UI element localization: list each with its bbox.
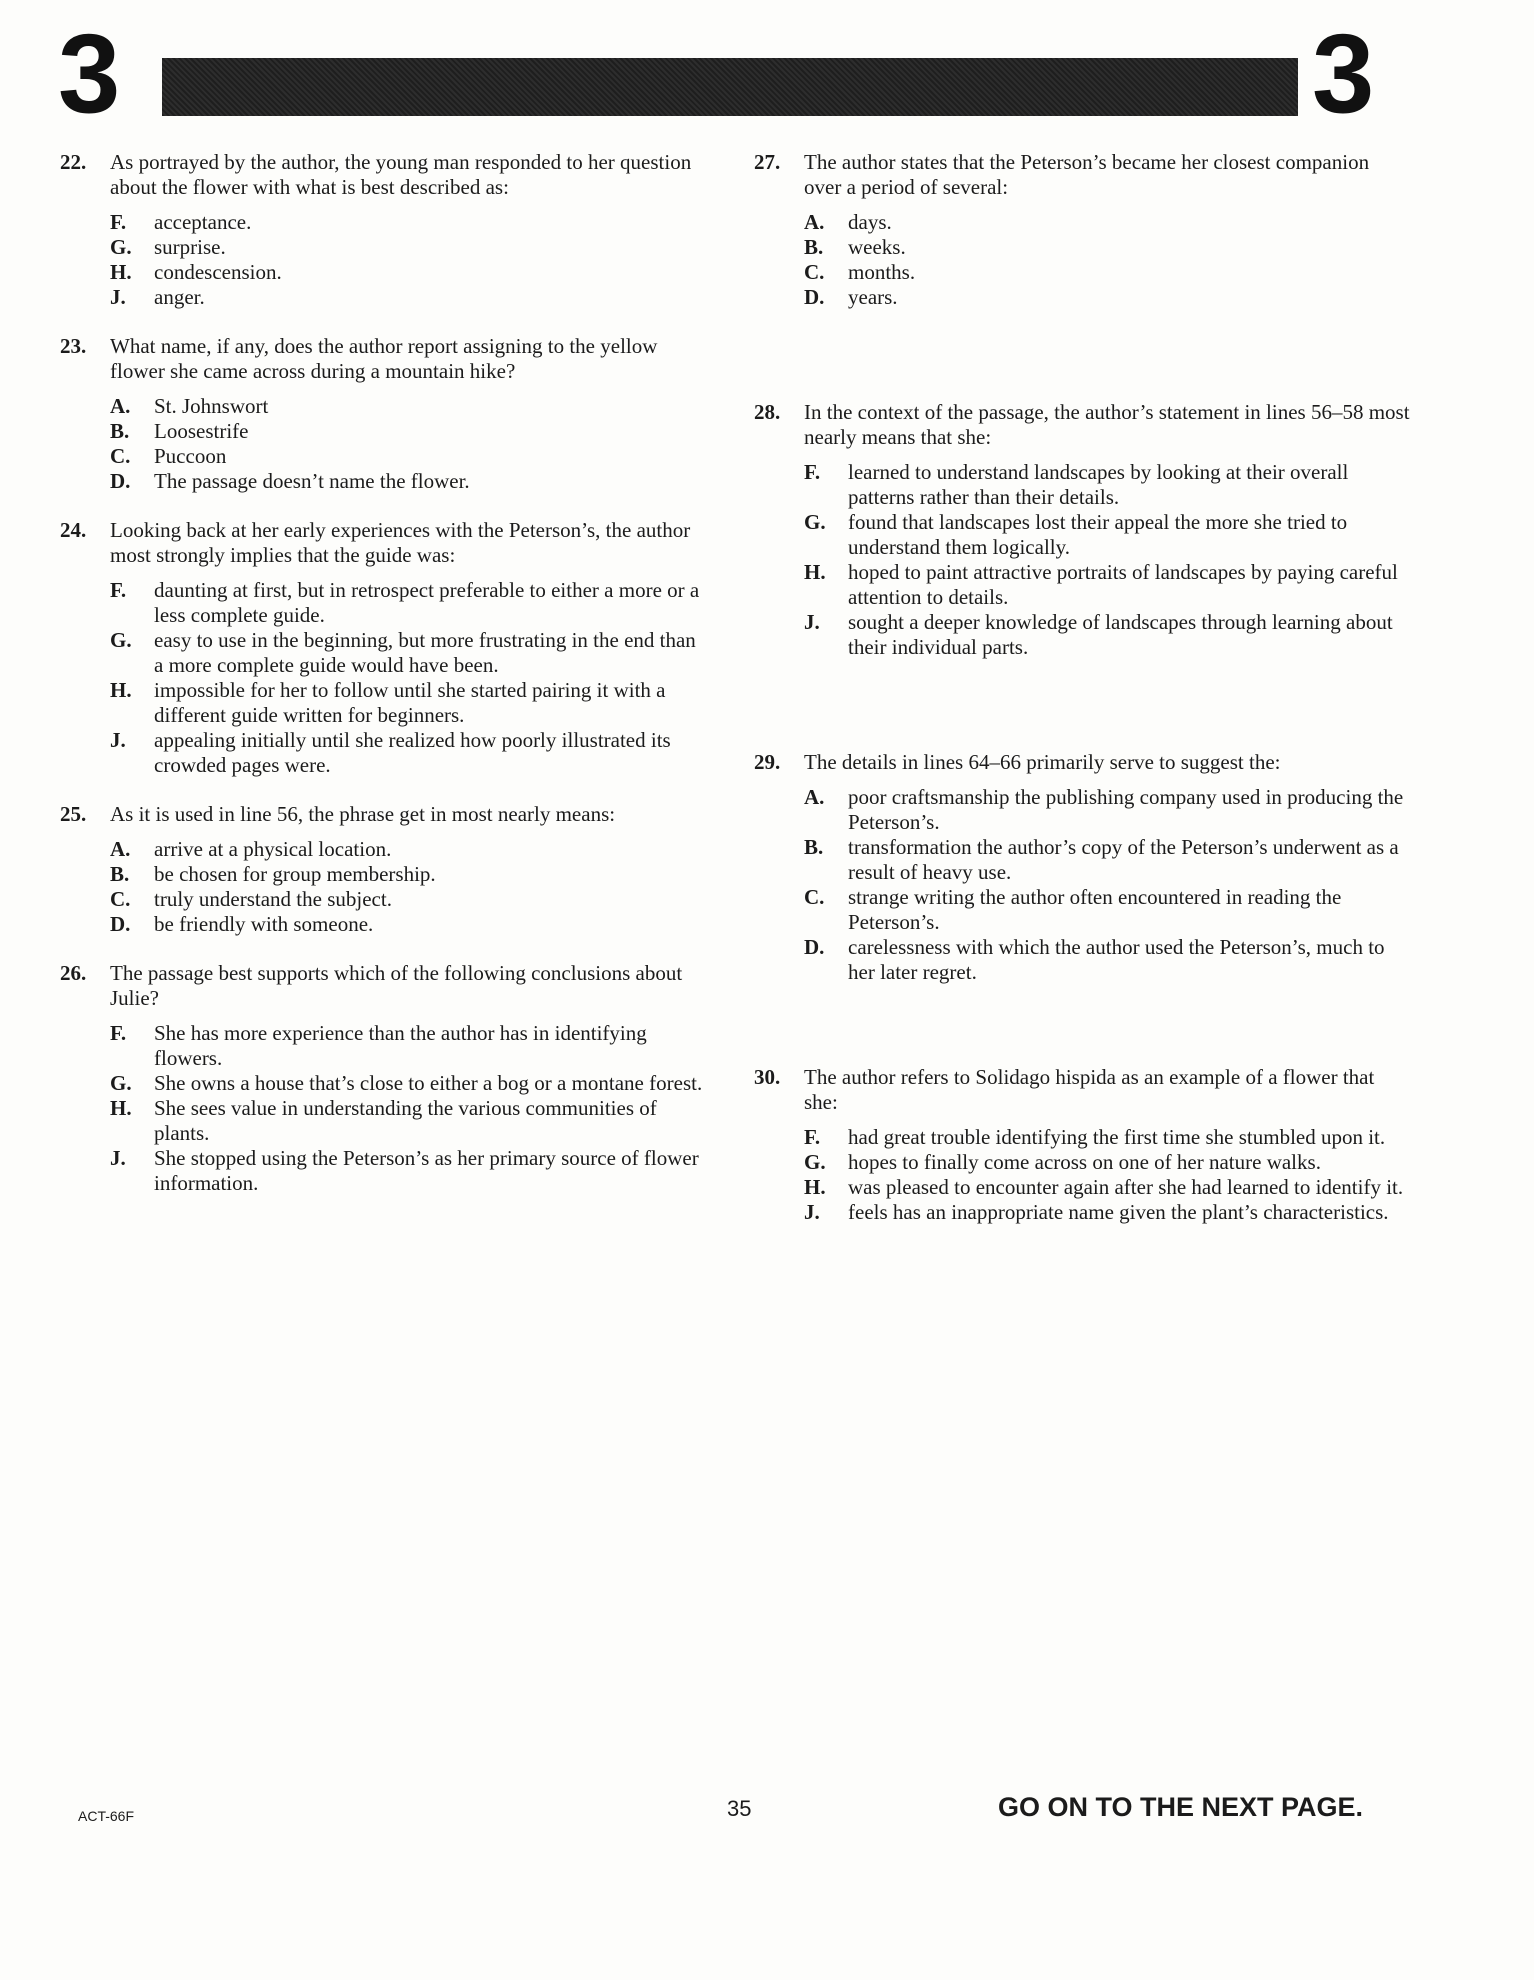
question-number: 30.: [754, 1065, 781, 1089]
choice-letter: B.: [110, 862, 130, 886]
choice-text: She sees value in understanding the various communities of plants.: [154, 1096, 657, 1145]
answer-choice[interactable]: [804, 935, 1410, 985]
choice-letter: G.: [110, 1071, 132, 1095]
answer-choice[interactable]: [110, 260, 710, 285]
choice-letter: H.: [110, 260, 132, 284]
answer-choice[interactable]: [804, 510, 1410, 560]
question-25: [60, 802, 710, 937]
answer-choices: [110, 394, 710, 494]
choice-letter: C.: [804, 260, 825, 284]
choice-text: The passage doesn’t name the flower.: [154, 469, 470, 493]
question-29: [754, 750, 1410, 985]
answer-choices: [804, 785, 1410, 985]
right-question-column: [754, 150, 1410, 1225]
choice-text: months.: [848, 260, 916, 284]
choice-letter: B.: [804, 235, 824, 259]
choice-letter: C.: [110, 887, 131, 911]
choice-letter: B.: [804, 835, 824, 859]
choice-text: She has more experience than the author has in identifying flowers.: [154, 1021, 647, 1070]
page-number: 35: [727, 1796, 752, 1821]
choice-letter: B.: [110, 419, 130, 443]
answer-choice[interactable]: [110, 628, 710, 678]
choice-text: appealing initially until she realized how poorly illustrated its crowded pages were.: [154, 728, 671, 777]
choice-text: St. Johnswort: [154, 394, 269, 418]
answer-choice[interactable]: [110, 444, 710, 469]
answer-choice[interactable]: [804, 560, 1410, 610]
choice-letter: J.: [804, 610, 820, 634]
choice-letter: G.: [804, 1150, 826, 1174]
question-number: 27.: [754, 150, 781, 174]
choice-text: be chosen for group membership.: [154, 862, 436, 886]
choice-text: easy to use in the beginning, but more frustrating in the end than a more complete guide would have been.: [154, 628, 696, 677]
answer-choice[interactable]: [804, 1125, 1410, 1150]
choice-letter: J.: [110, 1146, 126, 1170]
choice-text: days.: [848, 210, 892, 234]
answer-choice[interactable]: [110, 912, 710, 937]
question-26: [60, 961, 710, 1196]
answer-choice[interactable]: [110, 394, 710, 419]
choice-text: carelessness with which the author used the Peterson’s, much to her later regret.: [848, 935, 1385, 984]
question-stem: In the context of the passage, the author’s statement in lines 56–58 most nearly means that she:: [804, 400, 1410, 449]
choice-text: had great trouble identifying the first time she stumbled upon it.: [848, 1125, 1386, 1149]
question-stem: As portrayed by the author, the young man responded to her question about the flower with what is best described as:: [110, 150, 692, 199]
question-number: 23.: [60, 334, 87, 358]
answer-choice[interactable]: [110, 728, 710, 778]
choice-letter: A.: [110, 837, 131, 861]
section-header-bar: [162, 58, 1298, 116]
question-28: [754, 400, 1410, 660]
choice-text: be friendly with someone.: [154, 912, 374, 936]
answer-choices: [110, 837, 710, 937]
choice-text: was pleased to encounter again after she had learned to identify it.: [848, 1175, 1404, 1199]
answer-choice[interactable]: [110, 678, 710, 728]
answer-choice[interactable]: [804, 460, 1410, 510]
question-number: 22.: [60, 150, 87, 174]
choice-letter: C.: [110, 444, 131, 468]
answer-choice[interactable]: [804, 1175, 1410, 1200]
answer-choice[interactable]: [804, 785, 1410, 835]
choice-letter: G.: [110, 235, 132, 259]
form-code: ACT-66F: [78, 1808, 135, 1824]
question-stem: Looking back at her early experiences with the Peterson’s, the author most strongly implies that the guide was:: [110, 518, 691, 567]
answer-choice[interactable]: [110, 862, 710, 887]
answer-choices: [110, 1021, 710, 1196]
choice-letter: D.: [804, 285, 825, 309]
choice-text: years.: [848, 285, 898, 309]
answer-choice[interactable]: [110, 469, 710, 494]
choice-letter: G.: [804, 510, 826, 534]
question-24: [60, 518, 710, 778]
answer-choices: [804, 1125, 1410, 1225]
question-27: [754, 150, 1410, 310]
choice-text: transformation the author’s copy of the Peterson’s underwent as a result of heavy use.: [848, 835, 1399, 884]
choice-letter: F.: [110, 578, 127, 602]
question-number: 26.: [60, 961, 87, 985]
choice-text: arrive at a physical location.: [154, 837, 392, 861]
choice-letter: H.: [110, 1096, 132, 1120]
question-number: 24.: [60, 518, 87, 542]
choice-text: Loosestrife: [154, 419, 249, 443]
choice-letter: J.: [804, 1200, 820, 1224]
section-number-right: 3: [1312, 11, 1375, 136]
answer-choice[interactable]: [110, 887, 710, 912]
question-stem: As it is used in line 56, the phrase get in most nearly means:: [110, 802, 616, 826]
choice-letter: F.: [804, 460, 821, 484]
choice-letter: A.: [804, 210, 825, 234]
choice-letter: J.: [110, 728, 126, 752]
choice-letter: J.: [110, 285, 126, 309]
choice-text: impossible for her to follow until she started pairing it with a different guide written for beginners.: [154, 678, 666, 727]
answer-choice[interactable]: [110, 1146, 710, 1196]
question-stem: The passage best supports which of the following conclusions about Julie?: [110, 961, 683, 1010]
question-number: 28.: [754, 400, 781, 424]
choice-text: daunting at first, but in retrospect preferable to either a more or a less complete guide.: [154, 578, 700, 627]
answer-choice[interactable]: [110, 837, 710, 862]
choice-letter: H.: [110, 678, 132, 702]
answer-choice[interactable]: [110, 1096, 710, 1146]
choice-text: feels has an inappropriate name given the plant’s characteristics.: [848, 1200, 1389, 1224]
choice-letter: H.: [804, 1175, 826, 1199]
choice-text: poor craftsmanship the publishing company used in producing the Peterson’s.: [848, 785, 1404, 834]
choice-text: strange writing the author often encountered in reading the Peterson’s.: [848, 885, 1342, 934]
choice-text: She owns a house that’s close to either a bog or a montane forest.: [154, 1071, 703, 1095]
answer-choice[interactable]: [804, 835, 1410, 885]
choice-text: anger.: [154, 285, 205, 309]
answer-choices: [110, 578, 710, 778]
choice-text: learned to understand landscapes by looking at their overall patterns rather than their details.: [848, 460, 1349, 509]
answer-choices: [804, 210, 1410, 310]
choice-letter: F.: [804, 1125, 821, 1149]
answer-choices: [110, 210, 710, 310]
answer-choice[interactable]: [804, 610, 1410, 660]
answer-choice[interactable]: [110, 210, 710, 235]
next-page-notice: GO ON TO THE NEXT PAGE.: [998, 1792, 1364, 1822]
question-stem: The author states that the Peterson’s became her closest companion over a period of several:: [804, 150, 1370, 199]
choice-letter: C.: [804, 885, 825, 909]
answer-choice[interactable]: [804, 260, 1410, 285]
question-number: 25.: [60, 802, 87, 826]
choice-text: sought a deeper knowledge of landscapes through learning about their individual parts.: [848, 610, 1393, 659]
answer-choices: [804, 460, 1410, 660]
choice-text: weeks.: [848, 235, 906, 259]
left-question-column: [60, 150, 710, 1196]
choice-text: truly understand the subject.: [154, 887, 392, 911]
choice-letter: A.: [804, 785, 825, 809]
choice-text: Puccoon: [154, 444, 227, 468]
answer-choice[interactable]: [804, 210, 1410, 235]
choice-letter: F.: [110, 210, 127, 234]
choice-letter: D.: [110, 912, 131, 936]
answer-choice[interactable]: [804, 235, 1410, 260]
question-number: 29.: [754, 750, 781, 774]
question-22: [60, 150, 710, 310]
answer-choice[interactable]: [110, 1021, 710, 1071]
choice-text: condescension.: [154, 260, 282, 284]
choice-letter: G.: [110, 628, 132, 652]
question-23: [60, 334, 710, 494]
answer-choice[interactable]: [804, 285, 1410, 310]
choice-text: hoped to paint attractive portraits of landscapes by paying careful attention to details.: [848, 560, 1398, 609]
answer-choice[interactable]: [110, 285, 710, 310]
question-stem: What name, if any, does the author report assigning to the yellow flower she came across during a mountain hike?: [110, 334, 658, 383]
answer-choice[interactable]: [804, 1150, 1410, 1175]
choice-text: acceptance.: [154, 210, 252, 234]
question-stem: The author refers to Solidago hispida as an example of a flower that she:: [804, 1065, 1375, 1114]
choice-text: surprise.: [154, 235, 226, 259]
section-number-left: 3: [58, 11, 121, 136]
answer-choice[interactable]: [804, 885, 1410, 935]
choice-letter: A.: [110, 394, 131, 418]
answer-choice[interactable]: [110, 419, 710, 444]
choice-text: found that landscapes lost their appeal the more she tried to understand them logically.: [848, 510, 1348, 559]
choice-letter: H.: [804, 560, 826, 584]
question-30: [754, 1065, 1410, 1225]
question-stem: The details in lines 64–66 primarily serve to suggest the:: [804, 750, 1281, 774]
answer-choice[interactable]: [110, 235, 710, 260]
choice-text: hopes to finally come across on one of her nature walks.: [848, 1150, 1321, 1174]
choice-text: She stopped using the Peterson’s as her primary source of flower information.: [154, 1146, 699, 1195]
answer-choice[interactable]: [110, 1071, 710, 1096]
choice-letter: D.: [804, 935, 825, 959]
answer-choice[interactable]: [110, 578, 710, 628]
choice-letter: D.: [110, 469, 131, 493]
choice-letter: F.: [110, 1021, 127, 1045]
answer-choice[interactable]: [804, 1200, 1410, 1225]
